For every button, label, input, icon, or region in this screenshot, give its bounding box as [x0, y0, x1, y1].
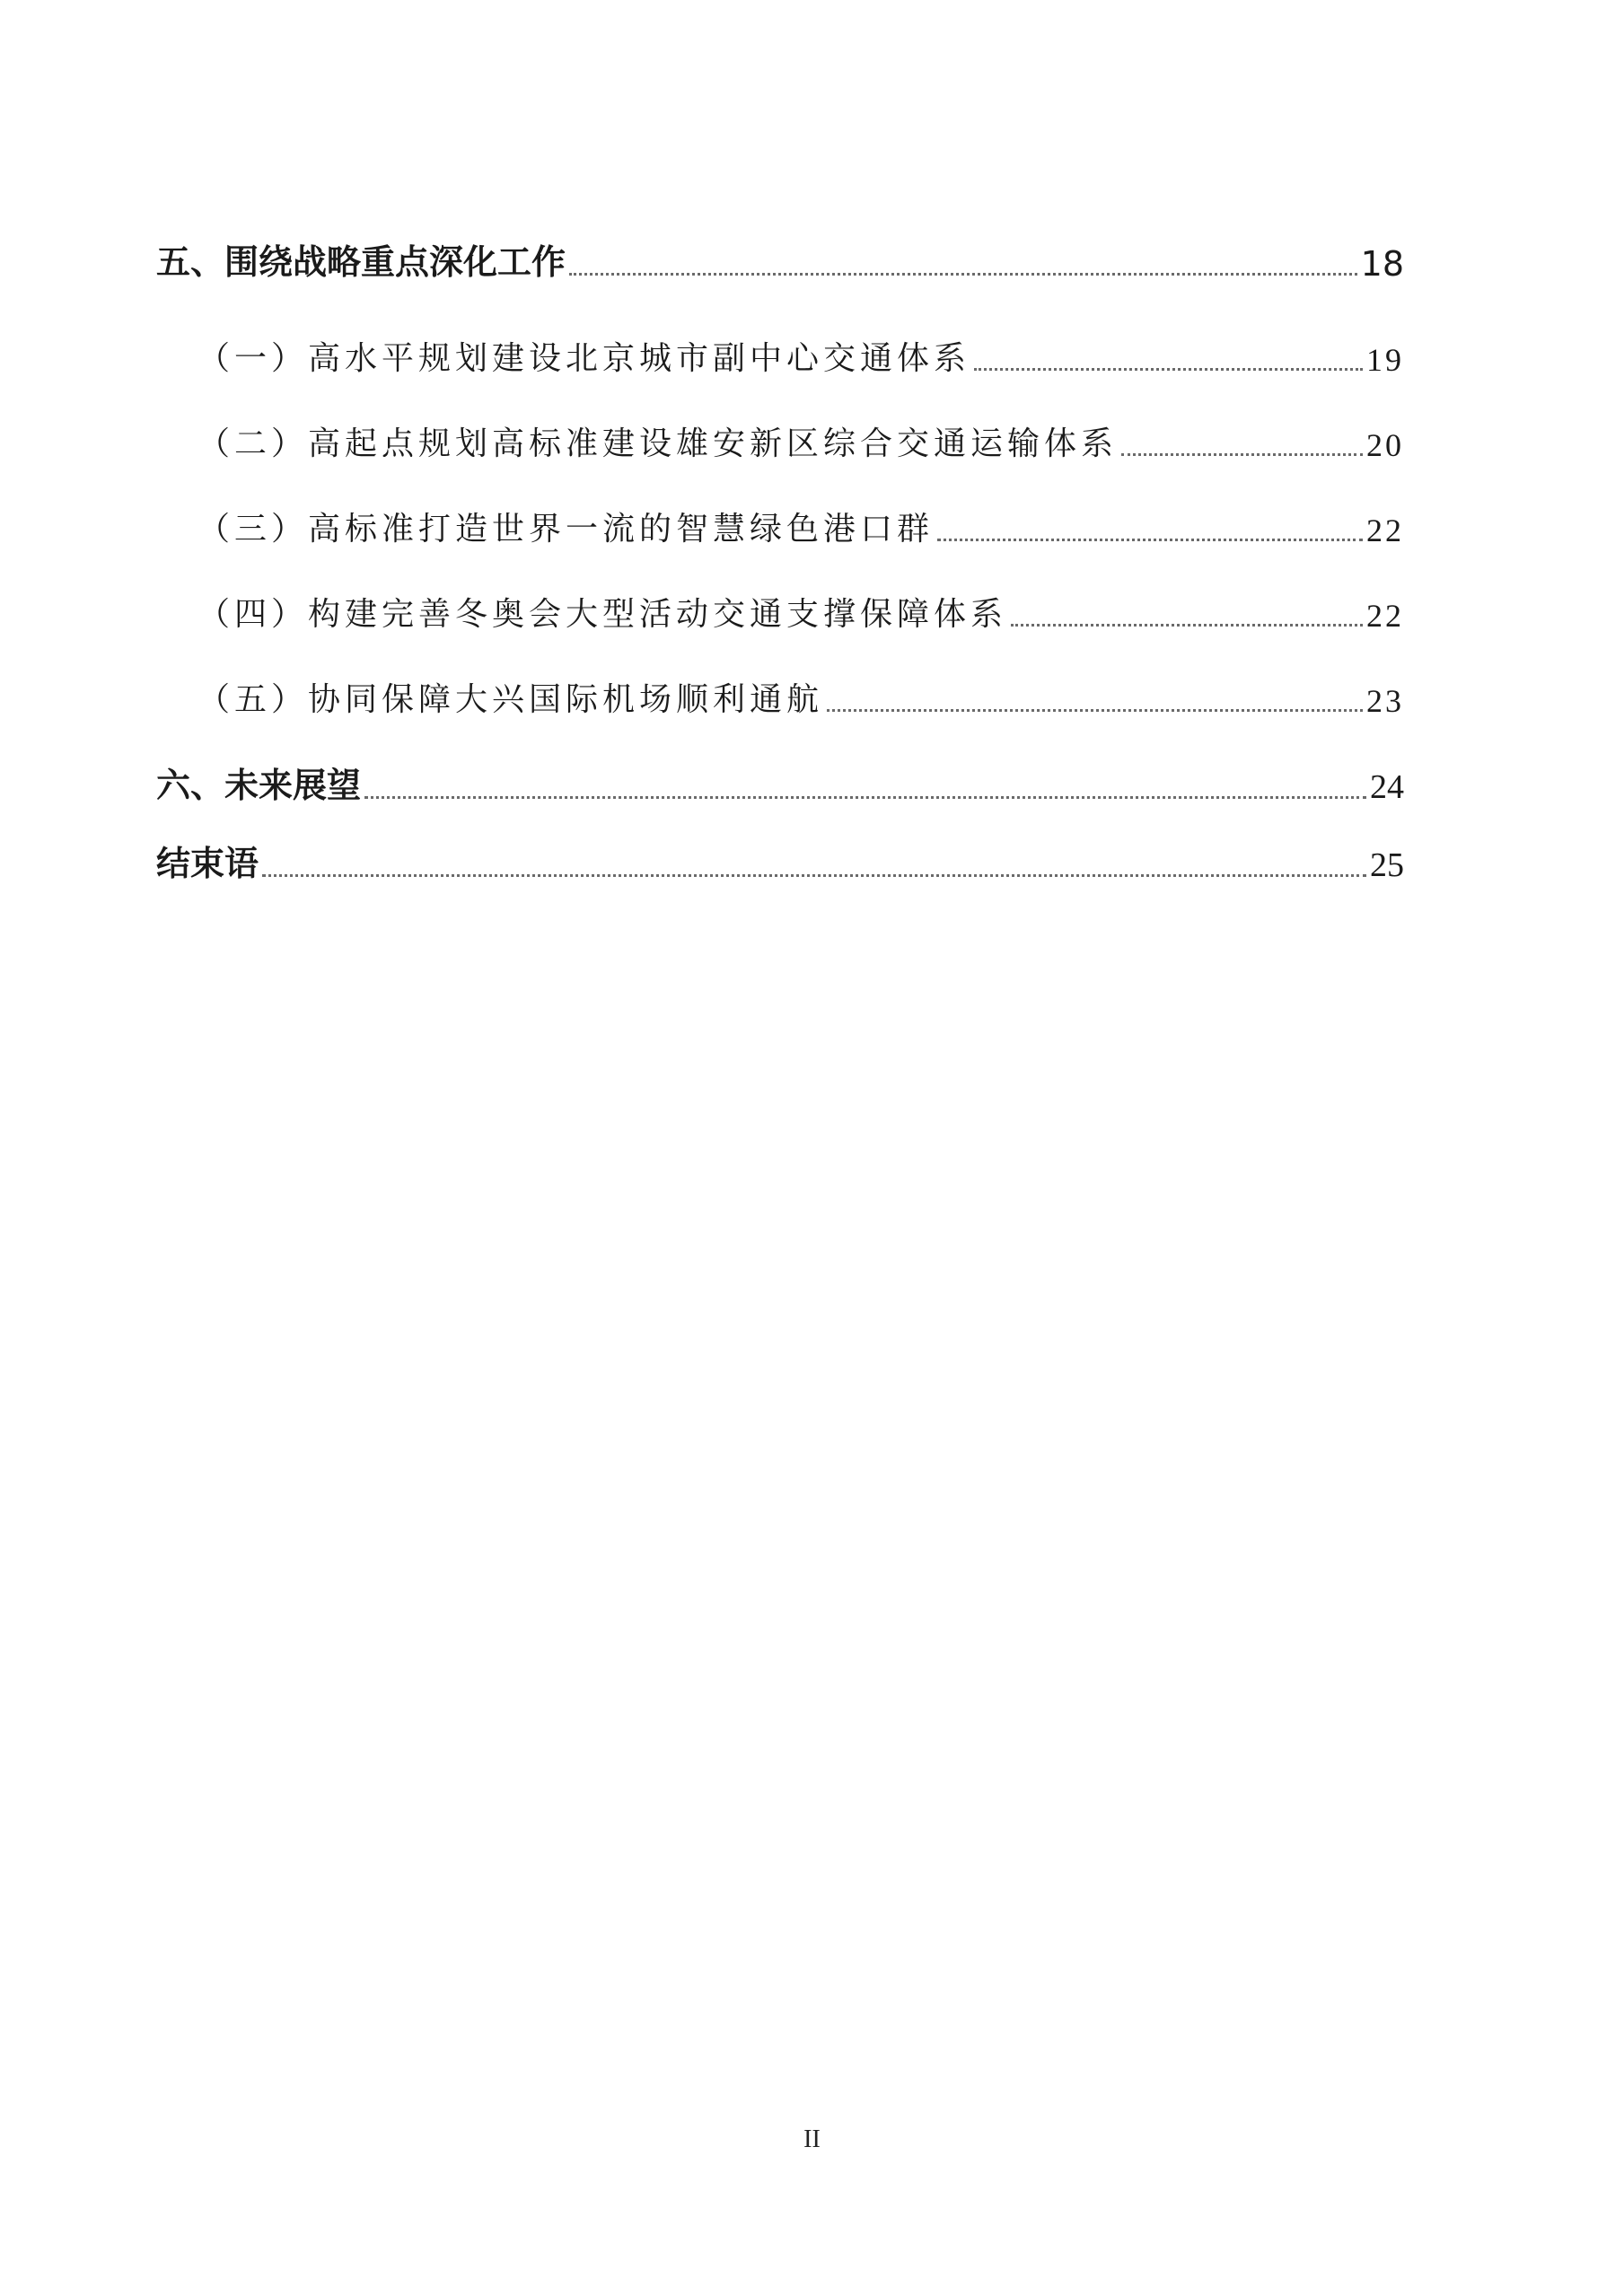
toc-entry-6[interactable] [156, 757, 1404, 807]
toc-dot-leader [1011, 624, 1363, 627]
toc-entry-5-5[interactable] [156, 671, 1404, 720]
toc-dot-leader [937, 539, 1363, 541]
toc-entry-label: （五）协同保障大兴国际机场顺利通航 [198, 681, 824, 718]
toc-entry-label: 六、未来展望 [156, 766, 362, 805]
toc-entry-page: 18 [1360, 244, 1404, 284]
toc-entry-5-2[interactable] [156, 416, 1404, 464]
toc-entry-5-1[interactable] [156, 330, 1404, 379]
toc-entry-page: 20 [1366, 427, 1404, 463]
toc-entry-conclusion[interactable] [156, 835, 1404, 885]
toc-dot-leader [569, 273, 1357, 276]
toc-dot-leader [827, 709, 1363, 712]
toc-entry-label: （三）高标准打造世界一流的智慧绿色港口群 [198, 511, 935, 548]
toc-entry-label: 结束语 [156, 844, 259, 883]
toc-entry-label: 五、围绕战略重点深化工作 [156, 242, 566, 282]
toc-entry-page: 22 [1366, 513, 1404, 548]
toc-entry-5-4[interactable] [156, 586, 1404, 635]
toc-entry-page: 25 [1370, 846, 1404, 884]
page-number: II [803, 2125, 821, 2153]
toc-dot-leader [974, 368, 1363, 371]
toc-entry-5[interactable] [156, 233, 1404, 284]
toc-entry-label: （一）高水平规划建设北京城市副中心交通体系 [198, 340, 971, 377]
toc-entry-page: 23 [1366, 683, 1404, 719]
toc-entry-page: 24 [1370, 768, 1404, 806]
toc-entry-5-3[interactable] [156, 501, 1404, 549]
toc-entry-label: （二）高起点规划高标准建设雄安新区综合交通运输体系 [198, 425, 1119, 462]
toc-dot-leader [1121, 453, 1363, 456]
toc-entry-label: （四）构建完善冬奥会大型活动交通支撑保障体系 [198, 596, 1008, 633]
toc-entry-page: 22 [1366, 598, 1404, 634]
toc-dot-leader [364, 796, 1366, 799]
toc-entry-page: 19 [1366, 342, 1404, 378]
toc-dot-leader [262, 874, 1366, 877]
